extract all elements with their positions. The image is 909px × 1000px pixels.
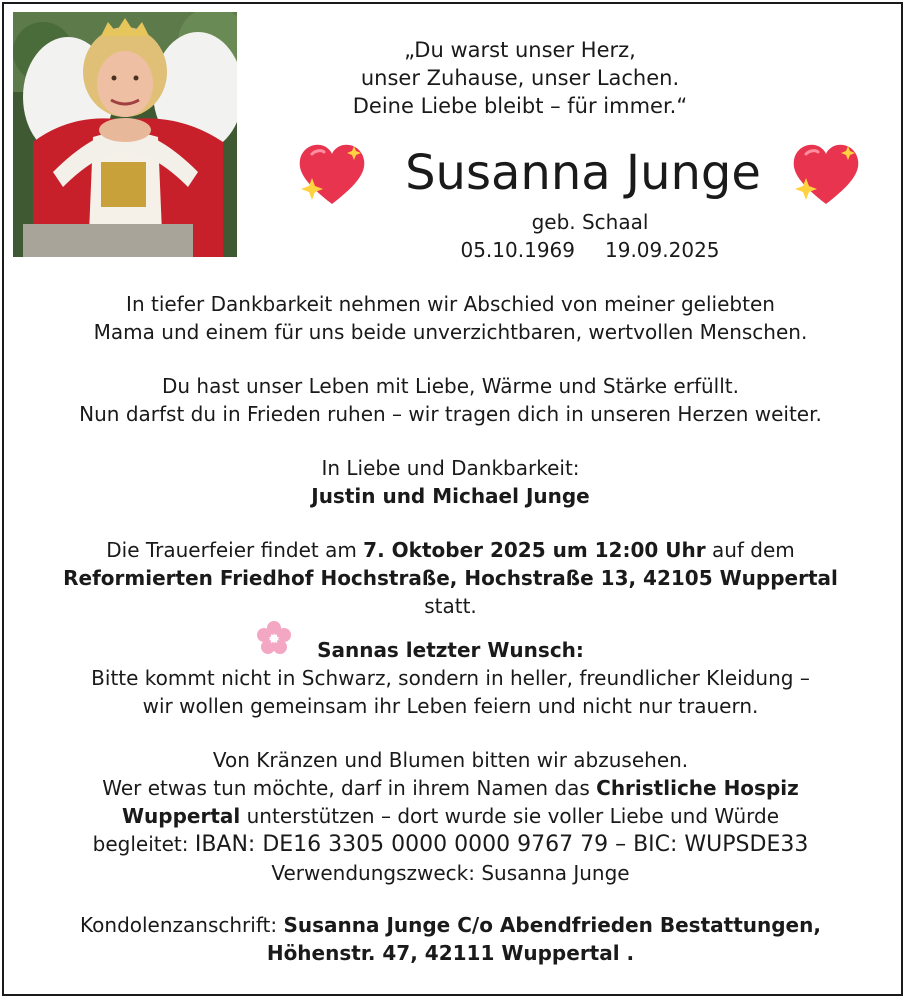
sparkling-heart-icon: [296, 140, 368, 208]
quote-line: „Du warst unser Herz,: [404, 38, 636, 62]
service-line: Die Trauerfeier findet am 7. Oktober 2025 um 12:00 Uhr auf dem: [106, 538, 795, 562]
service-location: Reformierten Friedhof Hochstraße, Hochstraße 13, 42105 Wuppertal: [63, 566, 838, 590]
service-datetime: 7. Oktober 2025 um 12:00 Uhr: [363, 538, 706, 562]
wish-title: Sannas letzter Wunsch:: [317, 638, 584, 662]
bank-line: begleitet: IBAN: DE16 3305 0000 0000 9767 79 – BIC: WUPSDE33: [92, 832, 809, 857]
quote-line: unser Zuhause, unser Lachen.: [360, 66, 680, 90]
text-line: statt.: [424, 594, 477, 618]
hospice-name: Christliche Hospiz: [596, 776, 799, 800]
signature-names: Justin und Michael Junge: [311, 484, 590, 508]
portrait-photo: [13, 12, 237, 257]
condolence-address: Höhenstr. 47, 42111 Wuppertal .: [266, 941, 635, 965]
donation-line: Wer etwas tun möchte, darf in ihrem Namen das Christliche Hospiz: [102, 776, 799, 800]
text-line: In tiefer Dankbarkeit nehmen wir Abschied von meiner geliebten: [126, 292, 775, 316]
text-line: Du hast unser Leben mit Liebe, Wärme und Stärke erfüllt.: [161, 374, 739, 398]
text-line: wir wollen gemeinsam ihr Leben feiern und nicht nur trauern.: [142, 694, 759, 718]
donation-line: Wuppertal unterstützen – dort wurde sie voller Liebe und Würde: [121, 804, 780, 828]
death-date: 19.09.2025: [605, 238, 720, 262]
text-line: Mama und einem für uns beide unverzichtbaren, wertvollen Menschen.: [93, 320, 808, 344]
text-line: Nun darfst du in Frieden ruhen – wir tragen dich in unseren Herzen weiter.: [79, 402, 822, 426]
condolence-address: Susanna Junge C/o Abendfrieden Bestattungen,: [283, 913, 821, 937]
payment-purpose: Verwendungszweck: Susanna Junge: [271, 861, 630, 885]
hospice-city: Wuppertal: [121, 804, 241, 828]
condolence-line: Kondolenzanschrift: Susanna Junge C/o Abendfrieden Bestattungen,: [80, 913, 821, 937]
deceased-name: Susanna Junge: [405, 145, 761, 201]
birth-date: 05.10.1969: [460, 238, 575, 262]
signature-intro: In Liebe und Dankbarkeit:: [321, 456, 580, 480]
text-line: Von Kränzen und Blumen bitten wir abzusehen.: [212, 748, 689, 772]
name-heading: [296, 140, 876, 210]
quote-line: Deine Liebe bleibt – für immer.“: [352, 94, 688, 118]
notice-body: [12, 290, 889, 967]
life-dates: [440, 236, 740, 264]
sparkling-heart-icon: [790, 140, 862, 208]
text-line: Bitte kommt nicht in Schwarz, sondern in heller, freundlicher Kleidung –: [91, 666, 810, 690]
maiden-name: geb. Schaal: [531, 210, 649, 234]
memorial-quote: [340, 36, 700, 120]
iban-bic: IBAN: DE16 3305 0000 0000 9767 79 – BIC: WUPSDE33: [194, 832, 809, 857]
